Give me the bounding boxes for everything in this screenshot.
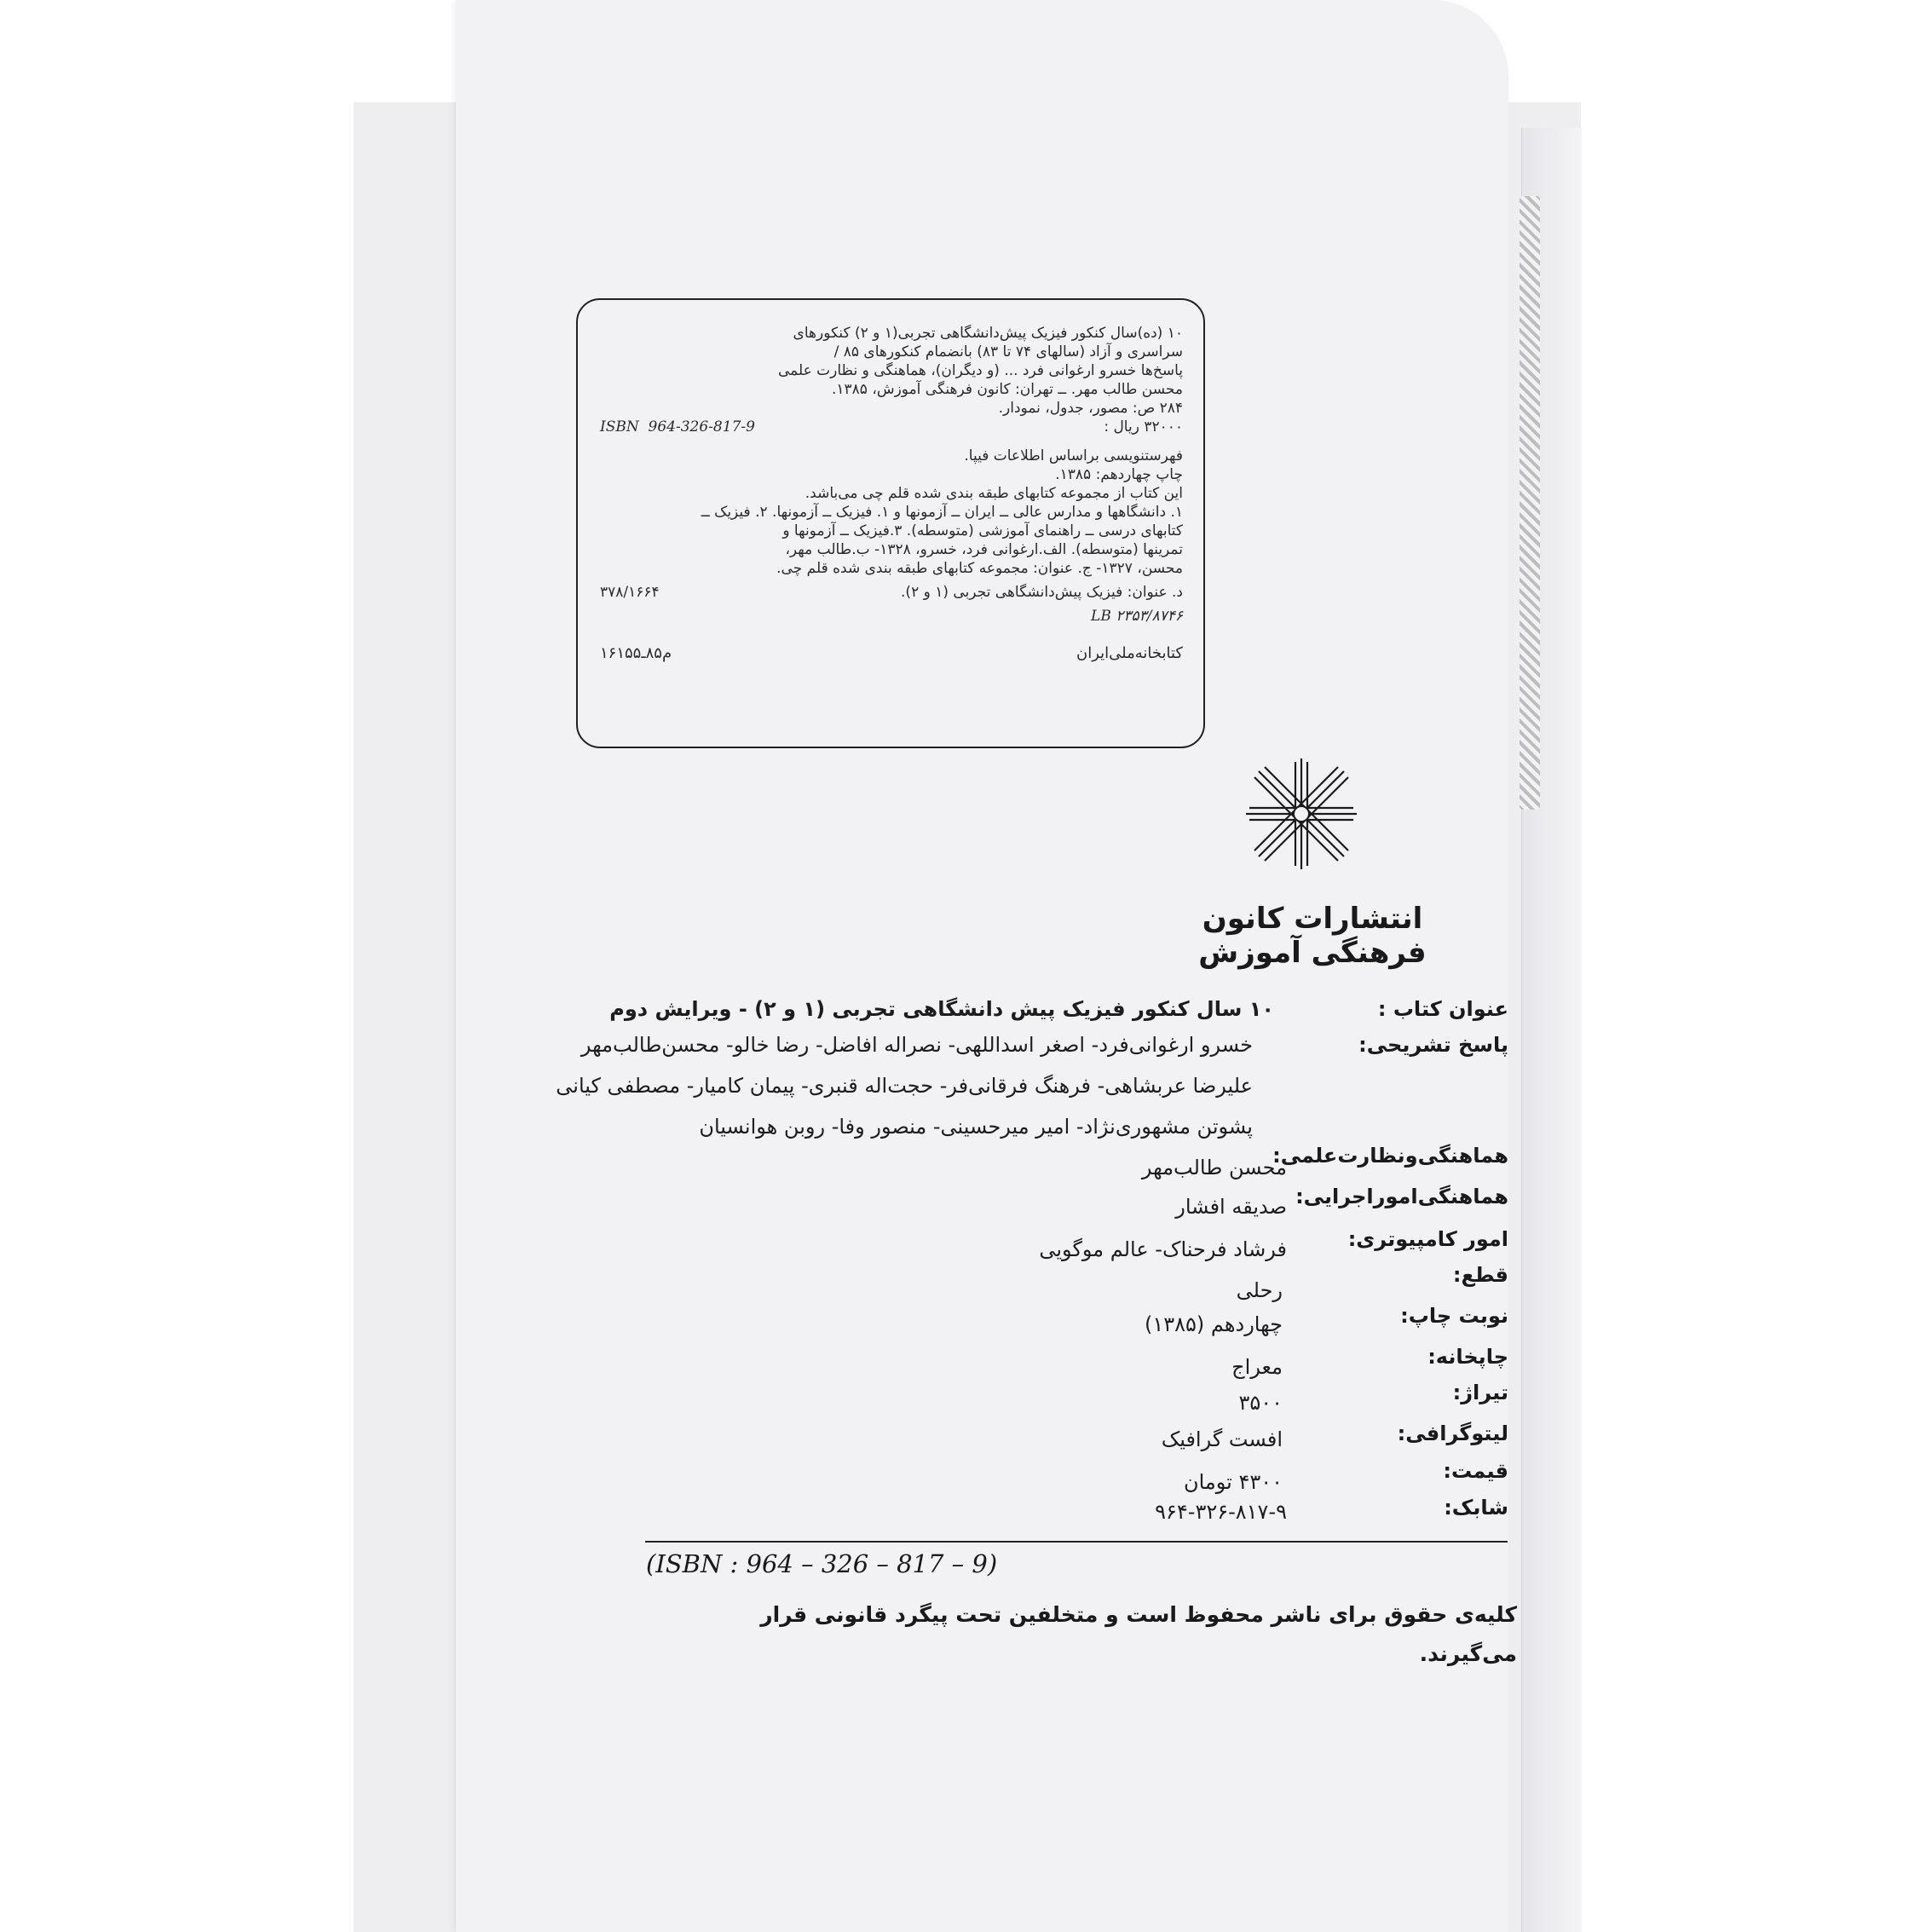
credit-label-computer: امور کامپیوتری: bbox=[1347, 1227, 1508, 1251]
copyright-notice: کلیه‌ی حقوق برای ناشر محفوظ است و متخلفین تحت پیگرد قانونی قرار می‌گیرند. bbox=[760, 1602, 1517, 1666]
cip-note: فهرستنویسی براساس اطلاعات فیپا. bbox=[964, 447, 1183, 464]
credit-value-circulation: ۳۵۰۰ bbox=[1238, 1391, 1283, 1415]
credit-value-format: رحلی bbox=[1236, 1278, 1283, 1302]
publisher-name: انتشارات کانون فرهنگی آموزش bbox=[1198, 902, 1427, 970]
cip-record-no: م۸۵ـ۱۶۱۵۵ bbox=[600, 644, 672, 662]
cip-isbn: ISBN 964-326-817-9 bbox=[600, 418, 755, 435]
credit-label-format: قطع: bbox=[1452, 1263, 1508, 1287]
cip-line: سراسری و آزاد (سالهای ۷۴ تا ۸۳) بانضمام کنکورهای ۸۵ / bbox=[833, 343, 1183, 360]
cip-line: محسن طالب مهر. ــ تهران: کانون فرهنگی آموزش، ۱۳۸۵. bbox=[832, 381, 1183, 398]
credit-value-lithography: افست گرافیک bbox=[1161, 1427, 1283, 1451]
publisher-logo-icon bbox=[1246, 758, 1357, 869]
background-right bbox=[1581, 0, 1932, 1932]
cip-isbn-row bbox=[600, 418, 1183, 436]
cip-line: پاسخ‌ها خسرو ارغوانی فرد ... (و دیگران)، هماهنگی و نظارت علمی bbox=[777, 362, 1183, 379]
cip-note: چاپ چهاردهم: ۱۳۸۵. bbox=[1055, 466, 1183, 483]
credit-label-edition: نوبت چاپ: bbox=[1400, 1304, 1508, 1328]
credit-value-title: ۱۰ سال کنکور فیزیک پیش دانشگاهی تجربی (۱ و ۲) - ویرایش دوم bbox=[609, 997, 1274, 1021]
credit-label-circulation: تیراژ: bbox=[1452, 1381, 1508, 1404]
credit-value-answers: پشوتن مشهوری‌نژاد- امیر میرحسینی- منصور وفا- روبن هوانسیان bbox=[699, 1115, 1253, 1139]
cip-catalog-box bbox=[576, 298, 1205, 748]
cip-note: تمرینها (متوسطه). الف.ارغوانی فرد، خسرو، ۱۳۲۸- ب.طالب مهر، bbox=[785, 541, 1183, 558]
credit-value-supervision: محسن طالب‌مهر bbox=[1141, 1156, 1287, 1179]
cip-classification-row bbox=[600, 583, 1183, 602]
cip-note: این کتاب از مجموعه کتابهای طبقه بندی شده قلم چی می‌باشد. bbox=[805, 485, 1183, 502]
cip-note: د. عنوان: فیزیک پیش‌دانشگاهی تجربی (۱ و ۲). bbox=[901, 584, 1183, 601]
cip-pages: ۲۸۴ ص: مصور، جدول، نمودار. bbox=[998, 400, 1183, 417]
credits-section bbox=[341, 989, 1508, 1543]
credit-label-isbn: شابک: bbox=[1444, 1496, 1508, 1520]
credit-value-price: ۴۳۰۰ تومان bbox=[1183, 1470, 1283, 1494]
cip-ddc: ۳۷۸/۱۶۶۴ bbox=[600, 584, 660, 601]
credit-label-title: عنوان کتاب : bbox=[1377, 997, 1508, 1021]
credit-value-answers: علیرضا عربشاهی- فرهنگ فرقانی‌فر- حجت‌اله قنبری- پیمان کامیار- مصطفی کیانی bbox=[556, 1074, 1253, 1098]
cip-library: کتابخانه‌ملی‌ایران bbox=[1076, 644, 1183, 662]
credit-label-answers: پاسخ تشریحی: bbox=[1358, 1033, 1508, 1057]
cip-line: ۱۰ (ده)سال کنکور فیزیک پیش‌دانشگاهی تجربی(۱ و ۲) کنکورهای bbox=[793, 325, 1183, 342]
credit-label-price: قیمت: bbox=[1443, 1459, 1508, 1483]
credit-label-printer: چاپخانه: bbox=[1427, 1345, 1508, 1369]
credit-value-isbn: ۹۶۴-۳۲۶-۸۱۷-۹ bbox=[1155, 1500, 1287, 1524]
credit-value-edition: چهاردهم (۱۳۸۵) bbox=[1144, 1312, 1283, 1336]
cip-note: ۱. دانشگاهها و مدارس عالی ــ ایران ــ آزمونها و ۱. فیزیک ــ آزمونها. ۲. فیزیک ــ bbox=[701, 504, 1183, 521]
isbn-line: (ISBN : 964 – 326 – 817 – 9) bbox=[646, 1549, 998, 1578]
credit-value-executive: صدیقه افشار bbox=[1175, 1195, 1287, 1219]
credit-value-printer: معراج bbox=[1231, 1355, 1283, 1379]
cip-lc: LB ۲۳۵۳/۸۷۴۶ bbox=[1091, 608, 1183, 625]
credit-label-lithography: لیتوگرافی: bbox=[1397, 1422, 1508, 1445]
binding-strip bbox=[1520, 196, 1540, 810]
cip-lc-row bbox=[600, 607, 1183, 626]
credit-label-supervision: هماهنگی‌ونظارت‌علمی: bbox=[1272, 1144, 1508, 1168]
background-left bbox=[0, 0, 354, 1932]
isbn-rule bbox=[645, 1541, 1508, 1543]
cip-price: ۳۲۰۰۰ ریال : bbox=[1104, 418, 1183, 435]
credit-label-executive: هماهنگی‌اموراجرایی: bbox=[1295, 1185, 1508, 1208]
cip-note: کتابهای درسی ــ راهنمای آموزشی (متوسطه). ۳.فیزیک ــ آزمونها و bbox=[782, 522, 1183, 539]
credit-value-computer: فرشاد فرحناک- عالم موگویی bbox=[1039, 1237, 1287, 1261]
credit-value-answers: خسرو ارغوانی‌فرد- اصغر اسداللهی- نصراله افاضل- رضا خالو- محسن‌طالب‌مهر bbox=[580, 1033, 1253, 1057]
cip-note: محسن، ۱۳۲۷- ج. عنوان: مجموعه کتابهای طبقه بندی شده قلم چی. bbox=[776, 560, 1183, 577]
cip-footer bbox=[600, 644, 1183, 663]
